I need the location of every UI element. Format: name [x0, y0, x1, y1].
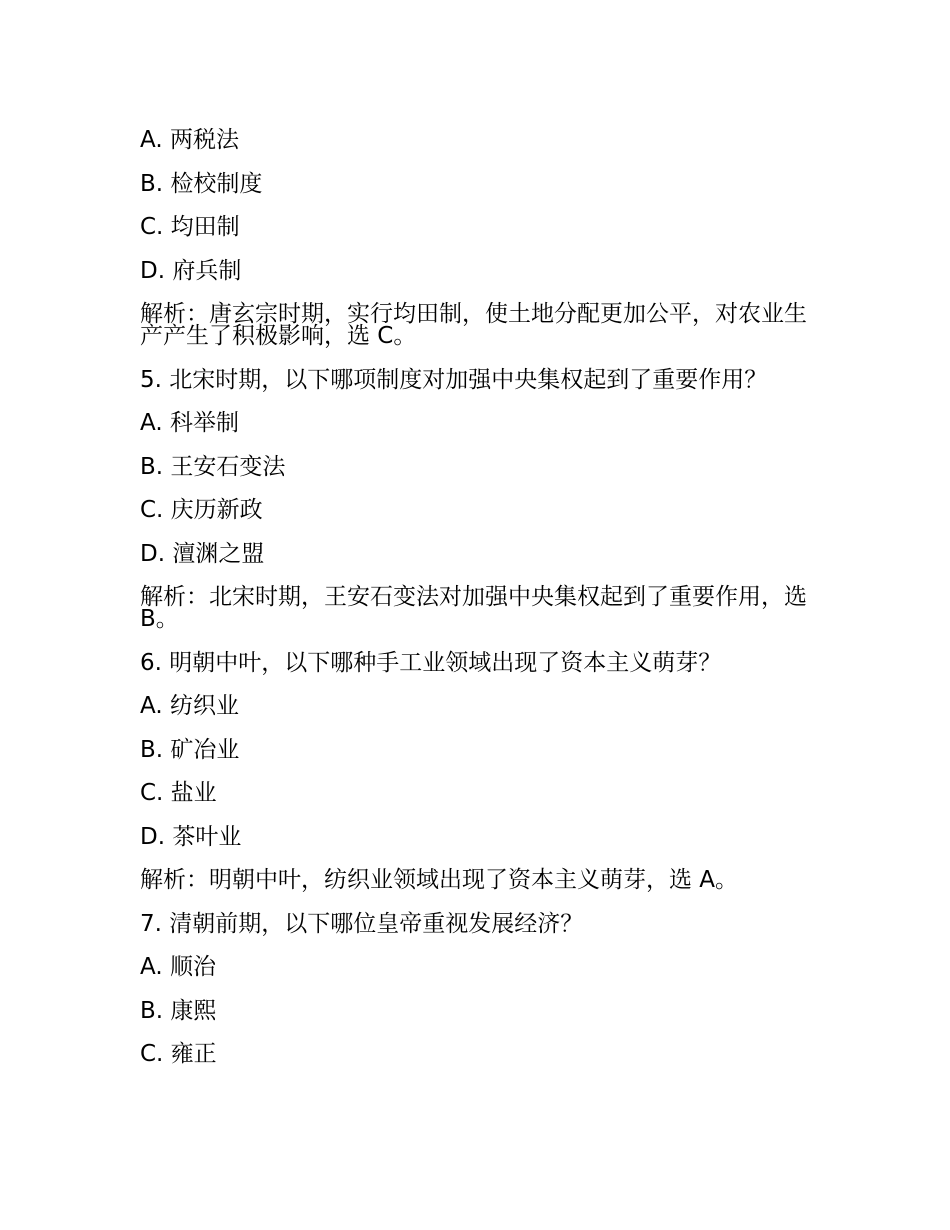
- document-page: [140, 125, 820, 1083]
- analysis-text: 解析：明朝中叶，纺织业领域出现了资本主义萌芽，选 A。: [140, 867, 739, 893]
- option-line: C. 盐业: [140, 780, 217, 806]
- option-line: B. 康熙: [140, 997, 217, 1024]
- option-line: B. 检校制度: [140, 170, 263, 197]
- question-text: 6. 明朝中叶，以下哪种手工业领域出现了资本主义萌芽？: [140, 649, 722, 676]
- option-line: D. 茶叶业: [140, 823, 242, 850]
- question-text: 7. 清朝前期，以下哪位皇帝重视发展经济？: [140, 910, 584, 937]
- option-line: D. 府兵制: [140, 257, 242, 284]
- analysis-text: 解析：北宋时期，王安石变法对加强中央集权起到了重要作用，选 B。: [140, 584, 807, 632]
- option-line: A. 两税法: [140, 127, 239, 153]
- analysis-text: 解析：唐玄宗时期，实行均田制，使土地分配更加公平，对农业生产产生了积极影响，选 C。: [140, 301, 807, 349]
- option-line: D. 澶渊之盟: [140, 540, 265, 567]
- option-line: C. 均田制: [140, 214, 240, 240]
- option-line: C. 庆历新政: [140, 497, 263, 523]
- option-line: A. 科举制: [140, 410, 239, 436]
- option-line: C. 雍正: [140, 1041, 217, 1067]
- option-line: A. 顺治: [140, 954, 216, 980]
- option-line: A. 纺织业: [140, 693, 239, 719]
- option-line: B. 王安石变法: [140, 453, 286, 480]
- option-line: B. 矿冶业: [140, 736, 240, 763]
- question-text: 5. 北宋时期，以下哪项制度对加强中央集权起到了重要作用？: [140, 366, 768, 393]
